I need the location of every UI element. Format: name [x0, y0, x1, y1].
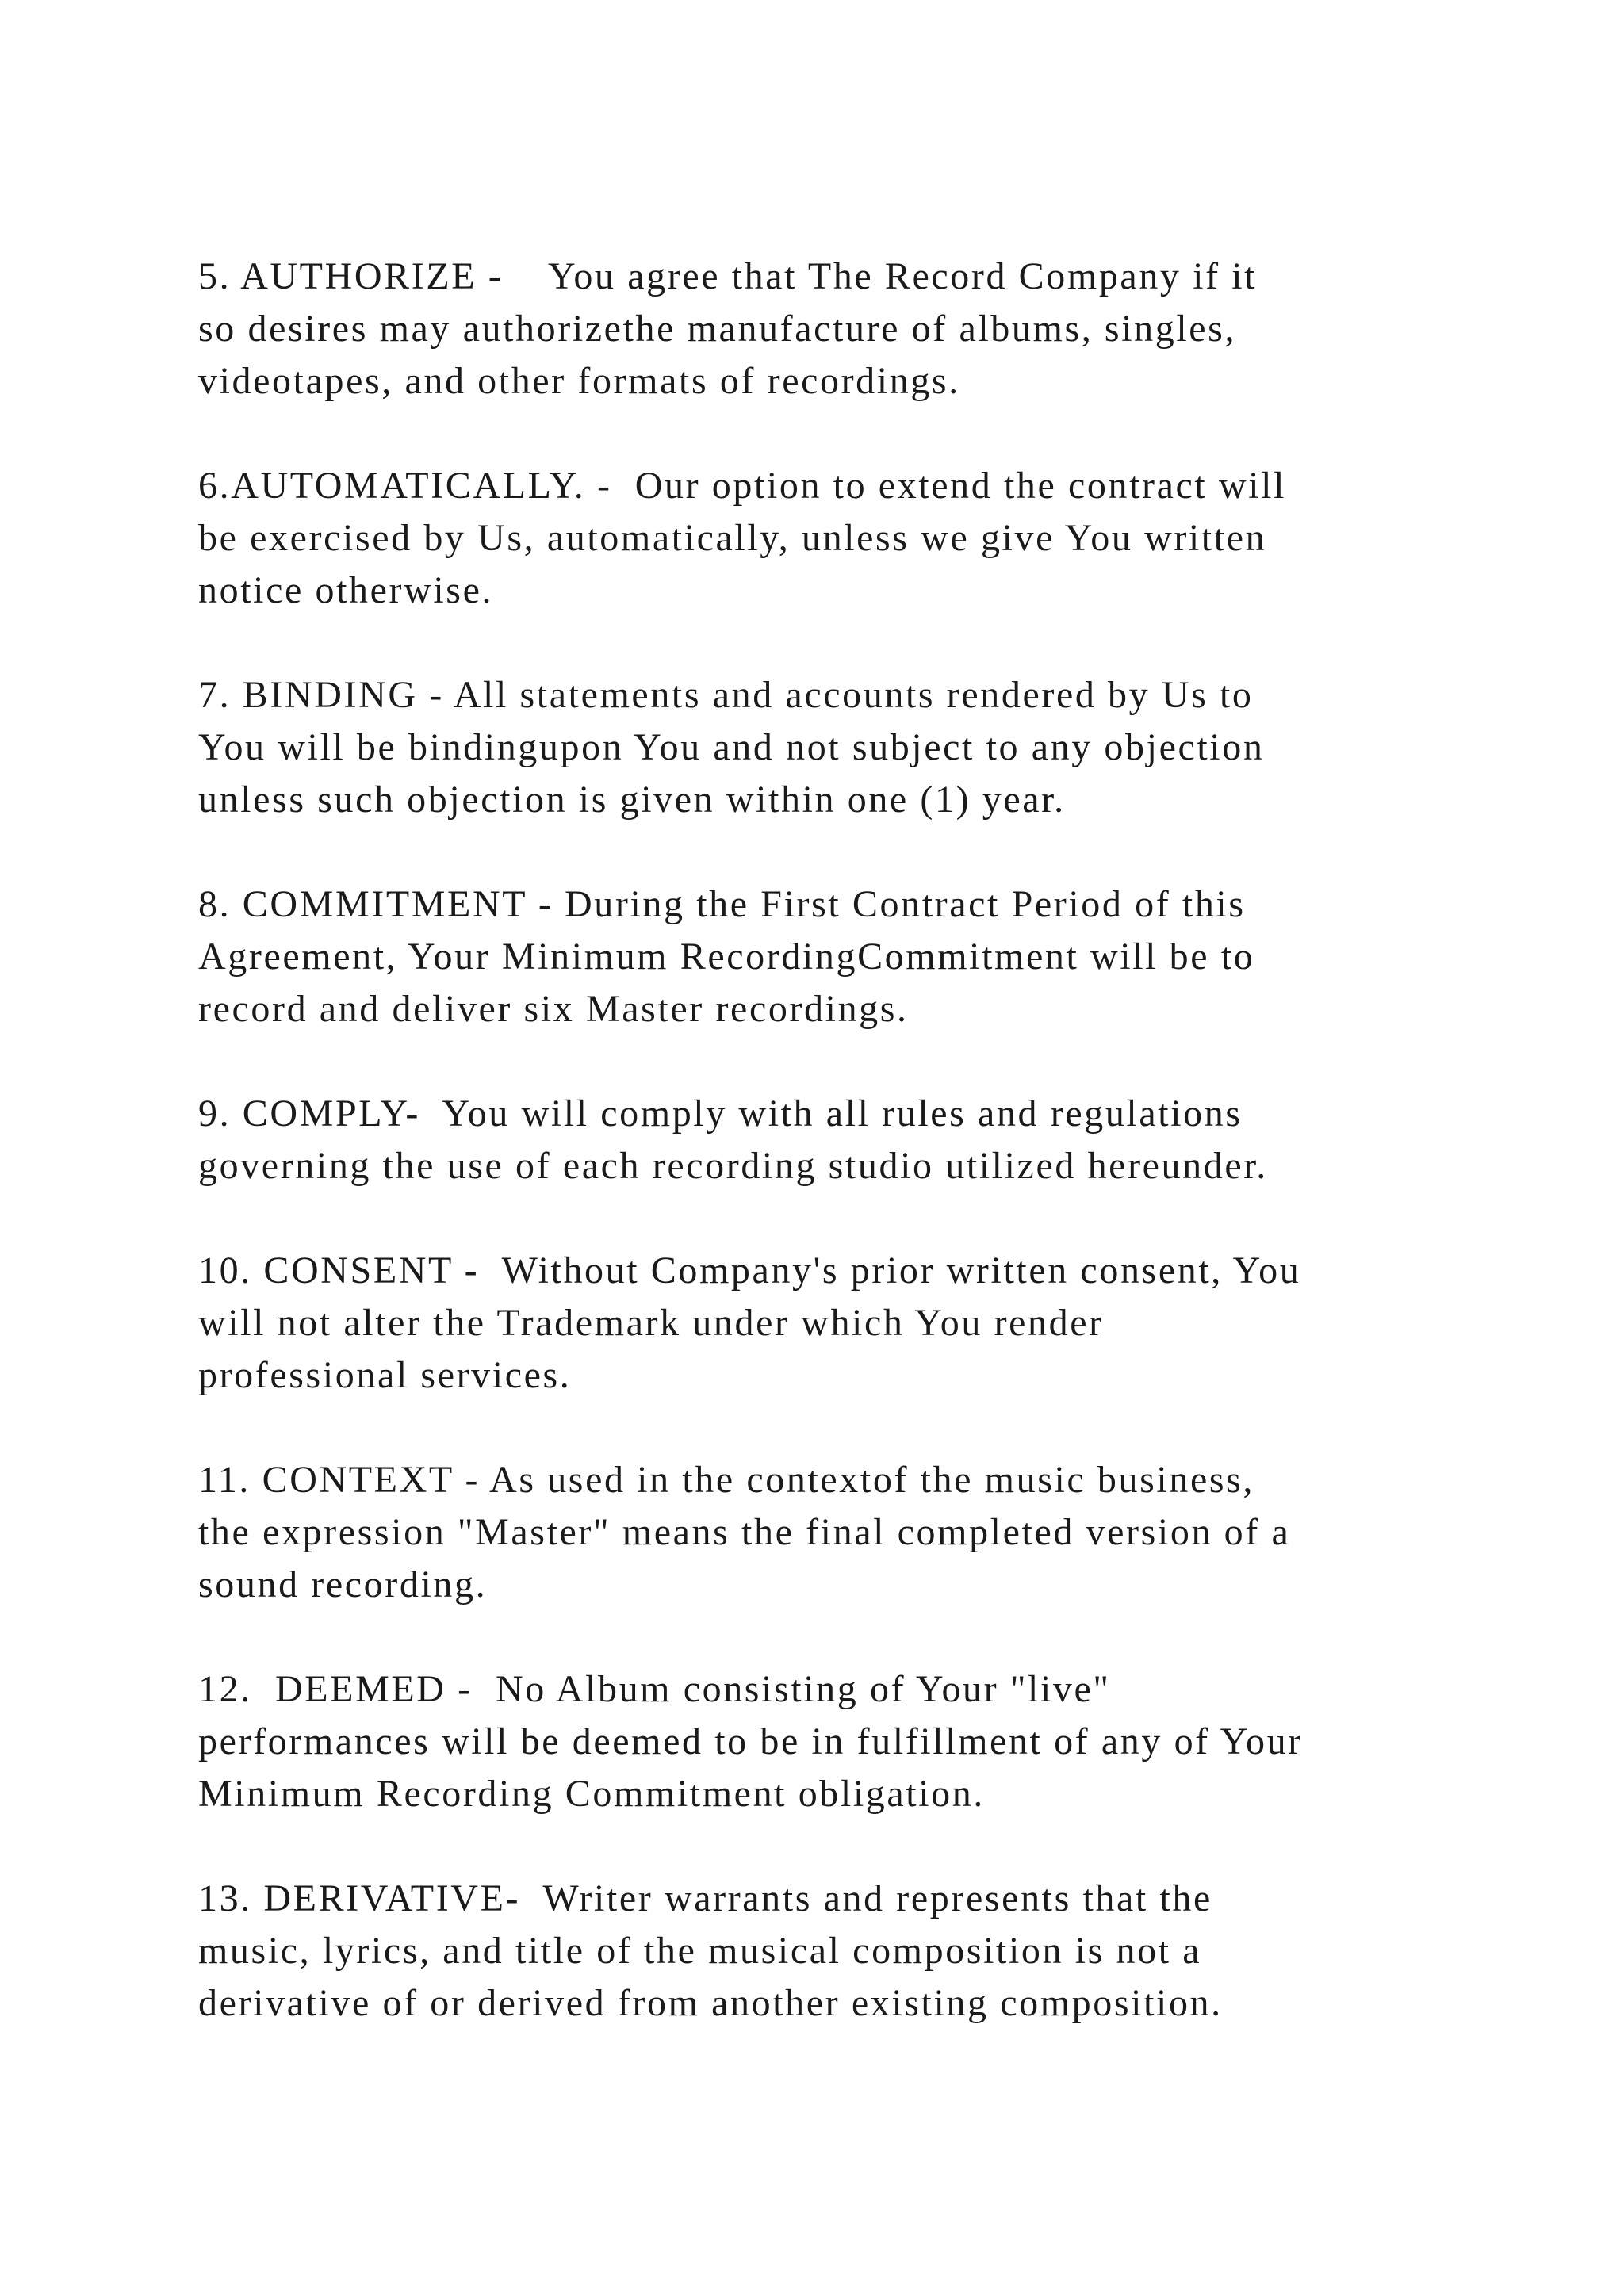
clause-line: 5. AUTHORIZE - You agree that The Record Company if it	[198, 255, 1258, 297]
clause-line: Agreement, Your Minimum RecordingCommitment will be to	[198, 936, 1255, 978]
clause-line: 7. BINDING - All statements and accounts rendered by Us to	[198, 674, 1254, 716]
clause-line: derivative of or derived from another existing composition.	[198, 1982, 1223, 2024]
clause-binding	[198, 669, 1467, 826]
clause-commitment	[198, 878, 1467, 1035]
clause-line: will not alter the Trademark under which You render	[198, 1302, 1104, 1344]
clause-line: the expression "Master" means the final completed version of a	[198, 1511, 1291, 1553]
clause-line: 10. CONSENT - Without Company's prior written consent, You	[198, 1249, 1301, 1292]
clause-authorize	[198, 251, 1467, 408]
document-body	[198, 251, 1467, 2082]
clause-line: 9. COMPLY- You will comply with all rules and regulations	[198, 1093, 1243, 1135]
clause-line: professional services.	[198, 1354, 572, 1396]
clause-line: record and deliver six Master recordings.	[198, 988, 909, 1030]
clause-line: 12. DEEMED - No Album consisting of Your "live"	[198, 1668, 1111, 1710]
clause-line: sound recording.	[198, 1563, 488, 1605]
clause-derivative	[198, 1873, 1467, 2030]
clause-context	[198, 1454, 1467, 1611]
clause-line: 6.AUTOMATICALLY. - Our option to extend the contract will	[198, 465, 1287, 507]
clause-consent	[198, 1245, 1467, 1402]
clause-line: Minimum Recording Commitment obligation.	[198, 1773, 985, 1815]
clause-line: 8. COMMITMENT - During the First Contract Period of this	[198, 883, 1246, 925]
clause-line: unless such objection is given within one (1) year.	[198, 779, 1066, 821]
clause-line: You will be bindingupon You and not subject to any objection	[198, 726, 1265, 768]
clause-line: be exercised by Us, automatically, unless we give You written	[198, 517, 1267, 559]
clause-automatically	[198, 460, 1467, 617]
clause-line: notice otherwise.	[198, 569, 494, 611]
clause-comply	[198, 1088, 1467, 1192]
clause-deemed	[198, 1663, 1467, 1820]
clause-line: music, lyrics, and title of the musical composition is not a	[198, 1930, 1202, 1972]
clause-line: performances will be deemed to be in fulfillment of any of Your	[198, 1720, 1303, 1762]
clause-line: 11. CONTEXT - As used in the contextof the music business,	[198, 1459, 1255, 1501]
clause-line: so desires may authorizethe manufacture of albums, singles,	[198, 308, 1237, 350]
clause-line: videotapes, and other formats of recordings.	[198, 360, 960, 402]
clause-line: governing the use of each recording studio utilized hereunder.	[198, 1145, 1268, 1187]
clause-line: 13. DERIVATIVE- Writer warrants and represents that the	[198, 1877, 1212, 1919]
